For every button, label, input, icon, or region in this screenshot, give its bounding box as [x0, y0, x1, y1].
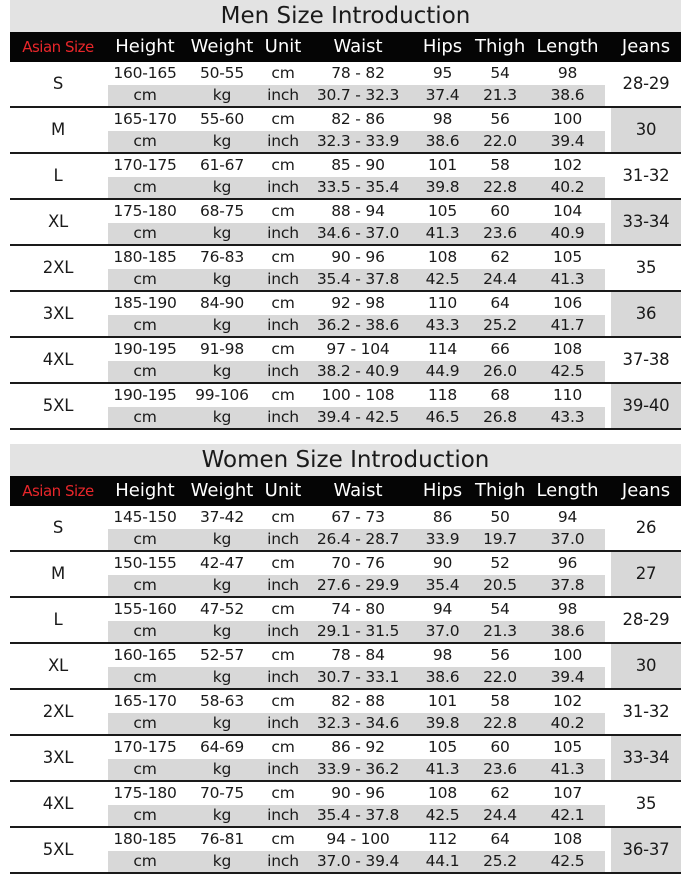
jeans-size: 27 — [635, 564, 657, 583]
hips-cm: 112 — [428, 830, 457, 848]
hips-cm: 94 — [432, 600, 453, 618]
size-label: 2XL — [42, 258, 74, 277]
column-header-thigh: Thigh — [475, 36, 526, 57]
unit-cm: cm — [271, 340, 295, 358]
height-value: 150-155 — [113, 554, 177, 572]
height-unit: cm — [133, 316, 157, 334]
weight-unit: kg — [212, 86, 232, 104]
column-header-waist: Waist — [333, 36, 383, 57]
unit-cm: cm — [271, 692, 295, 710]
weight-unit: kg — [212, 530, 232, 548]
waist-inch: 35.4 - 37.8 — [316, 806, 400, 824]
thigh-inch: 22.0 — [483, 132, 517, 150]
jeans-size: 39-40 — [622, 396, 670, 415]
size-row — [10, 246, 681, 292]
women-size-table — [10, 444, 681, 874]
unit-cm: cm — [271, 646, 295, 664]
length-inch: 40.2 — [550, 714, 585, 732]
weight-unit: kg — [212, 806, 232, 824]
size-label: L — [53, 610, 63, 629]
length-cm: 110 — [553, 386, 582, 404]
waist-inch: 29.1 - 31.5 — [316, 622, 400, 640]
length-cm: 96 — [557, 554, 578, 572]
weight-unit: kg — [212, 622, 232, 640]
length-inch: 41.7 — [550, 316, 585, 334]
hips-inch: 41.3 — [425, 760, 460, 778]
length-inch: 38.6 — [550, 86, 585, 104]
length-cm: 100 — [553, 110, 582, 128]
height-value: 170-175 — [113, 156, 177, 174]
hips-inch: 39.8 — [425, 714, 460, 732]
weight-value: 50-55 — [199, 64, 245, 82]
size-label: XL — [47, 212, 69, 231]
size-row — [10, 62, 681, 108]
height-value: 185-190 — [113, 294, 177, 312]
column-header-hips: Hips — [422, 36, 463, 57]
column-header-height: Height — [115, 480, 175, 501]
waist-inch: 35.4 - 37.8 — [316, 270, 400, 288]
length-inch: 40.9 — [550, 224, 585, 242]
unit-cm: cm — [271, 202, 295, 220]
unit-cm: cm — [271, 830, 295, 848]
waist-cm: 74 - 80 — [331, 600, 385, 618]
hips-cm: 101 — [428, 692, 457, 710]
size-label: 5XL — [42, 840, 74, 859]
height-unit: cm — [133, 806, 157, 824]
weight-value: 70-75 — [199, 784, 245, 802]
waist-inch: 30.7 - 32.3 — [316, 86, 400, 104]
jeans-size: 28-29 — [622, 610, 670, 629]
weight-value: 61-67 — [199, 156, 245, 174]
waist-inch: 32.3 - 33.9 — [316, 132, 400, 150]
unit-inch: inch — [267, 178, 299, 196]
jeans-size: 36 — [635, 304, 657, 323]
weight-unit: kg — [212, 132, 232, 150]
women-rows — [10, 506, 681, 874]
thigh-inch: 22.8 — [483, 178, 517, 196]
height-value: 190-195 — [113, 340, 177, 358]
hips-cm: 108 — [428, 248, 457, 266]
unit-inch: inch — [267, 806, 299, 824]
size-row — [10, 506, 681, 552]
waist-inch: 36.2 - 38.6 — [316, 316, 400, 334]
length-inch: 37.0 — [550, 530, 585, 548]
hips-cm: 114 — [428, 340, 457, 358]
unit-inch: inch — [267, 408, 299, 426]
length-cm: 106 — [553, 294, 582, 312]
height-value: 160-165 — [113, 64, 177, 82]
length-inch: 40.2 — [550, 178, 585, 196]
column-header-jeans: Jeans — [621, 36, 671, 57]
length-inch: 38.6 — [550, 622, 585, 640]
unit-cm: cm — [271, 554, 295, 572]
height-unit: cm — [133, 132, 157, 150]
size-row — [10, 690, 681, 736]
size-row — [10, 154, 681, 200]
unit-inch: inch — [267, 622, 299, 640]
weight-value: 68-75 — [199, 202, 245, 220]
waist-cm: 78 - 84 — [331, 646, 385, 664]
length-inch: 41.3 — [550, 270, 585, 288]
height-value: 155-160 — [113, 600, 177, 618]
hips-inch: 37.4 — [425, 86, 460, 104]
length-inch: 42.1 — [550, 806, 585, 824]
hips-cm: 105 — [428, 202, 457, 220]
unit-cm: cm — [271, 508, 295, 526]
height-value: 175-180 — [113, 784, 177, 802]
unit-inch: inch — [267, 576, 299, 594]
thigh-inch: 23.6 — [483, 224, 517, 242]
thigh-cm: 52 — [490, 554, 510, 572]
size-row — [10, 292, 681, 338]
hips-cm: 98 — [432, 646, 453, 664]
unit-inch: inch — [267, 668, 299, 686]
thigh-inch: 19.7 — [483, 530, 517, 548]
unit-cm: cm — [271, 156, 295, 174]
thigh-cm: 68 — [490, 386, 510, 404]
thigh-cm: 50 — [490, 508, 510, 526]
hips-cm: 98 — [432, 110, 453, 128]
height-unit: cm — [133, 622, 157, 640]
size-row — [10, 598, 681, 644]
thigh-cm: 64 — [490, 830, 510, 848]
length-cm: 108 — [553, 830, 582, 848]
thigh-inch: 22.8 — [483, 714, 517, 732]
size-row — [10, 552, 681, 598]
unit-inch: inch — [267, 760, 299, 778]
weight-value: 76-83 — [199, 248, 245, 266]
waist-cm: 92 - 98 — [331, 294, 385, 312]
waist-inch: 39.4 - 42.5 — [316, 408, 400, 426]
height-unit: cm — [133, 362, 157, 380]
size-label: M — [50, 564, 66, 583]
thigh-cm: 60 — [490, 738, 510, 756]
height-unit: cm — [133, 224, 157, 242]
thigh-inch: 20.5 — [483, 576, 517, 594]
column-header-jeans: Jeans — [621, 480, 671, 501]
men-rows — [10, 62, 681, 430]
men-header-row — [10, 32, 681, 62]
length-inch: 42.5 — [550, 852, 585, 870]
hips-inch: 42.5 — [425, 270, 460, 288]
length-cm: 104 — [553, 202, 582, 220]
weight-unit: kg — [212, 668, 232, 686]
hips-inch: 46.5 — [425, 408, 460, 426]
size-row — [10, 828, 681, 874]
size-label: S — [52, 74, 64, 93]
unit-inch: inch — [267, 132, 299, 150]
size-label: 4XL — [42, 794, 74, 813]
hips-inch: 38.6 — [425, 668, 460, 686]
thigh-cm: 62 — [490, 248, 510, 266]
unit-inch: inch — [267, 86, 299, 104]
thigh-inch: 25.2 — [483, 316, 517, 334]
hips-inch: 41.3 — [425, 224, 460, 242]
size-row — [10, 736, 681, 782]
thigh-inch: 26.0 — [483, 362, 517, 380]
size-row — [10, 782, 681, 828]
thigh-cm: 56 — [490, 646, 510, 664]
weight-value: 42-47 — [199, 554, 245, 572]
height-value: 145-150 — [113, 508, 177, 526]
weight-unit: kg — [212, 852, 232, 870]
height-value: 180-185 — [113, 248, 177, 266]
length-cm: 105 — [553, 248, 582, 266]
waist-inch: 38.2 - 40.9 — [316, 362, 400, 380]
weight-unit: kg — [212, 714, 232, 732]
size-row — [10, 338, 681, 384]
waist-cm: 82 - 86 — [331, 110, 385, 128]
height-unit: cm — [133, 178, 157, 196]
height-unit: cm — [133, 668, 157, 686]
size-label: M — [50, 120, 66, 139]
size-row — [10, 200, 681, 246]
thigh-inch: 24.4 — [483, 806, 517, 824]
hips-inch: 37.0 — [425, 622, 460, 640]
unit-cm: cm — [271, 784, 295, 802]
weight-unit: kg — [212, 408, 232, 426]
length-inch: 43.3 — [550, 408, 585, 426]
height-unit: cm — [133, 530, 157, 548]
weight-unit: kg — [212, 576, 232, 594]
waist-cm: 90 - 96 — [331, 248, 385, 266]
height-unit: cm — [133, 760, 157, 778]
hips-cm: 105 — [428, 738, 457, 756]
waist-cm: 97 - 104 — [326, 340, 390, 358]
column-header-waist: Waist — [333, 480, 383, 501]
unit-cm: cm — [271, 738, 295, 756]
unit-inch: inch — [267, 270, 299, 288]
thigh-inch: 24.4 — [483, 270, 517, 288]
thigh-cm: 60 — [490, 202, 510, 220]
weight-value: 99-106 — [195, 386, 249, 404]
weight-unit: kg — [212, 316, 232, 334]
waist-inch: 26.4 - 28.7 — [316, 530, 400, 548]
hips-cm: 118 — [428, 386, 457, 404]
unit-cm: cm — [271, 600, 295, 618]
unit-cm: cm — [271, 110, 295, 128]
size-row — [10, 384, 681, 430]
waist-inch: 37.0 - 39.4 — [316, 852, 400, 870]
column-header-length: Length — [536, 480, 599, 501]
size-label: 3XL — [42, 748, 74, 767]
unit-inch: inch — [267, 714, 299, 732]
height-unit: cm — [133, 408, 157, 426]
size-label: 3XL — [42, 304, 74, 323]
thigh-cm: 64 — [490, 294, 510, 312]
size-label: XL — [47, 656, 69, 675]
waist-inch: 27.6 - 29.9 — [316, 576, 400, 594]
women-table-title: Women Size Introduction — [10, 444, 681, 476]
waist-cm: 86 - 92 — [331, 738, 385, 756]
waist-cm: 70 - 76 — [331, 554, 385, 572]
unit-inch: inch — [267, 852, 299, 870]
length-inch: 39.4 — [550, 132, 585, 150]
unit-cm: cm — [271, 248, 295, 266]
thigh-cm: 56 — [490, 110, 510, 128]
unit-inch: inch — [267, 362, 299, 380]
weight-value: 58-63 — [199, 692, 245, 710]
waist-cm: 94 - 100 — [326, 830, 390, 848]
height-value: 165-170 — [113, 692, 177, 710]
jeans-size: 36-37 — [622, 840, 670, 859]
height-unit: cm — [133, 714, 157, 732]
hips-inch: 43.3 — [425, 316, 460, 334]
jeans-size: 30 — [635, 120, 657, 139]
length-cm: 107 — [553, 784, 582, 802]
hips-cm: 90 — [432, 554, 453, 572]
column-header-thigh: Thigh — [475, 480, 526, 501]
hips-cm: 110 — [428, 294, 457, 312]
height-unit: cm — [133, 86, 157, 104]
hips-cm: 86 — [432, 508, 453, 526]
length-inch: 42.5 — [550, 362, 585, 380]
thigh-inch: 26.8 — [483, 408, 517, 426]
column-header-size: Asian Size — [22, 38, 94, 56]
length-cm: 98 — [557, 600, 578, 618]
thigh-cm: 66 — [490, 340, 510, 358]
hips-inch: 42.5 — [425, 806, 460, 824]
weight-unit: kg — [212, 362, 232, 380]
waist-cm: 88 - 94 — [331, 202, 385, 220]
hips-inch: 39.8 — [425, 178, 460, 196]
men-size-table — [10, 0, 681, 430]
size-label: 4XL — [42, 350, 74, 369]
size-label: S — [52, 518, 64, 537]
height-value: 180-185 — [113, 830, 177, 848]
waist-inch: 30.7 - 33.1 — [316, 668, 400, 686]
thigh-inch: 21.3 — [483, 86, 517, 104]
hips-cm: 108 — [428, 784, 457, 802]
waist-cm: 90 - 96 — [331, 784, 385, 802]
weight-unit: kg — [212, 760, 232, 778]
length-inch: 41.3 — [550, 760, 585, 778]
length-cm: 105 — [553, 738, 582, 756]
waist-cm: 100 - 108 — [321, 386, 395, 404]
thigh-cm: 54 — [490, 64, 510, 82]
waist-cm: 85 - 90 — [331, 156, 385, 174]
size-label: 2XL — [42, 702, 74, 721]
women-header-row — [10, 476, 681, 506]
size-label: L — [53, 166, 63, 185]
hips-inch: 35.4 — [425, 576, 460, 594]
column-header-weight: Weight — [190, 480, 254, 501]
weight-unit: kg — [212, 224, 232, 242]
men-table-title: Men Size Introduction — [10, 0, 681, 32]
weight-value: 76-81 — [199, 830, 245, 848]
unit-cm: cm — [271, 386, 295, 404]
jeans-size: 33-34 — [622, 212, 670, 231]
hips-inch: 33.9 — [425, 530, 460, 548]
thigh-cm: 62 — [490, 784, 510, 802]
weight-value: 55-60 — [199, 110, 245, 128]
column-header-unit: Unit — [264, 36, 302, 57]
length-cm: 102 — [553, 156, 582, 174]
waist-cm: 82 - 88 — [331, 692, 385, 710]
hips-cm: 95 — [432, 64, 453, 82]
height-unit: cm — [133, 852, 157, 870]
weight-value: 52-57 — [199, 646, 245, 664]
size-row — [10, 644, 681, 690]
size-label: 5XL — [42, 396, 74, 415]
size-row — [10, 108, 681, 154]
height-value: 175-180 — [113, 202, 177, 220]
height-value: 170-175 — [113, 738, 177, 756]
height-value: 190-195 — [113, 386, 177, 404]
jeans-size: 26 — [635, 518, 657, 537]
thigh-cm: 58 — [490, 692, 510, 710]
length-cm: 98 — [557, 64, 578, 82]
weight-unit: kg — [212, 178, 232, 196]
thigh-inch: 21.3 — [483, 622, 517, 640]
unit-inch: inch — [267, 224, 299, 242]
hips-inch: 44.9 — [425, 362, 460, 380]
thigh-cm: 58 — [490, 156, 510, 174]
column-header-length: Length — [536, 36, 599, 57]
column-header-hips: Hips — [422, 480, 463, 501]
hips-inch: 44.1 — [425, 852, 460, 870]
length-cm: 102 — [553, 692, 582, 710]
height-value: 165-170 — [113, 110, 177, 128]
jeans-size: 37-38 — [622, 350, 670, 369]
length-inch: 37.8 — [550, 576, 585, 594]
thigh-inch: 22.0 — [483, 668, 517, 686]
weight-value: 64-69 — [199, 738, 245, 756]
weight-value: 84-90 — [199, 294, 245, 312]
unit-inch: inch — [267, 530, 299, 548]
waist-inch: 32.3 - 34.6 — [316, 714, 400, 732]
weight-value: 37-42 — [199, 508, 245, 526]
length-inch: 39.4 — [550, 668, 585, 686]
jeans-size: 30 — [635, 656, 657, 675]
jeans-size: 33-34 — [622, 748, 670, 767]
hips-inch: 38.6 — [425, 132, 460, 150]
weight-value: 47-52 — [199, 600, 245, 618]
column-header-height: Height — [115, 36, 175, 57]
waist-inch: 33.9 - 36.2 — [316, 760, 400, 778]
waist-inch: 34.6 - 37.0 — [316, 224, 400, 242]
thigh-inch: 25.2 — [483, 852, 517, 870]
length-cm: 94 — [557, 508, 578, 526]
waist-inch: 33.5 - 35.4 — [316, 178, 400, 196]
column-header-size: Asian Size — [22, 482, 94, 500]
thigh-inch: 23.6 — [483, 760, 517, 778]
length-cm: 108 — [553, 340, 582, 358]
column-header-unit: Unit — [264, 480, 302, 501]
waist-cm: 78 - 82 — [331, 64, 385, 82]
jeans-size: 28-29 — [622, 74, 670, 93]
column-header-weight: Weight — [190, 36, 254, 57]
jeans-size: 35 — [635, 258, 657, 277]
jeans-size: 31-32 — [622, 702, 670, 721]
weight-value: 91-98 — [199, 340, 245, 358]
height-unit: cm — [133, 270, 157, 288]
hips-cm: 101 — [428, 156, 457, 174]
jeans-size: 31-32 — [622, 166, 670, 185]
height-value: 160-165 — [113, 646, 177, 664]
jeans-size: 35 — [635, 794, 657, 813]
thigh-cm: 54 — [490, 600, 510, 618]
unit-cm: cm — [271, 64, 295, 82]
unit-inch: inch — [267, 316, 299, 334]
unit-cm: cm — [271, 294, 295, 312]
waist-cm: 67 - 73 — [331, 508, 385, 526]
weight-unit: kg — [212, 270, 232, 288]
height-unit: cm — [133, 576, 157, 594]
length-cm: 100 — [553, 646, 582, 664]
